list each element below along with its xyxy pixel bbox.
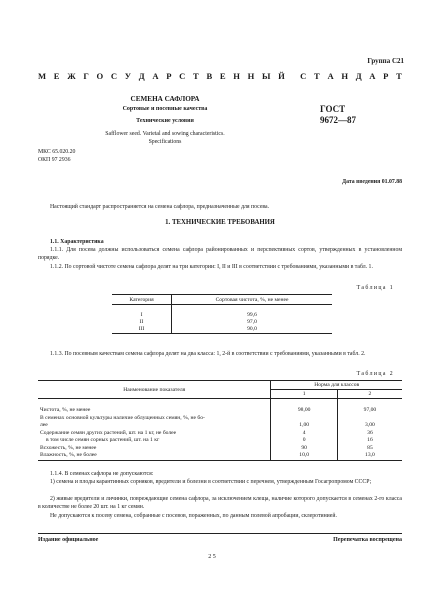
footer-official-edition: Издание официальное <box>38 537 99 543</box>
table-row <box>38 437 402 445</box>
standard-header-letter: А <box>369 71 376 81</box>
subsection-heading: 1.1. Характеристика <box>50 239 104 245</box>
table2-col-name: Наименование показателя <box>38 381 271 399</box>
standard-header-letter: Н <box>341 71 349 81</box>
spacer <box>112 305 172 313</box>
table-cell: 36 <box>337 430 402 438</box>
table-cell: 90,0 <box>172 326 332 334</box>
group-code: Группа С21 <box>367 57 404 65</box>
standard-header-letter: Д <box>138 71 145 81</box>
spacer <box>337 399 402 408</box>
standard-header-letter: Е <box>53 71 60 81</box>
standard-header-letter: М <box>38 71 47 81</box>
intro-paragraph: Настоящий стандарт распространяется на семена сафлора, предназначенные для посева. <box>50 204 270 210</box>
page-number: 2 5 <box>208 554 216 560</box>
paragraph-1-1-4-note: Не допускаются к посеву семена, собранные с посевов, пораженных, по данным полевой апробации, склеротинией. <box>50 513 337 519</box>
table-row <box>38 422 402 430</box>
effective-date <box>342 179 402 185</box>
spacer <box>38 399 271 408</box>
standard-header <box>38 71 402 81</box>
table-cell: 97,00 <box>337 407 402 415</box>
standard-header-letter: С <box>110 71 118 81</box>
table1-col-category: Категория <box>112 295 172 305</box>
standard-header-letter: Р <box>166 71 172 81</box>
table1-caption: Таблица 1 <box>356 285 394 291</box>
standard-header-letter: Д <box>355 71 362 81</box>
table-cell: 13,0 <box>337 452 402 460</box>
standard-header-letter: Ж <box>67 71 76 81</box>
table2-caption: Таблица 2 <box>356 371 394 377</box>
spacer <box>271 399 337 408</box>
table-row <box>112 319 332 326</box>
table-cell: в том числе семян сорных растений, шт. на 1 кг <box>46 437 160 443</box>
table-cell: Чистота, %, не менее <box>40 407 91 413</box>
table-cell <box>337 415 402 423</box>
standard-header-letter: Т <box>314 71 320 81</box>
table-cell: 10,0 <box>271 452 337 460</box>
paragraph-1-1-1: 1.1.1. Для посева должны использоваться семена сафлора районированных и перспективных сортов, утвержденных в установленном порядке. <box>38 247 402 262</box>
okp-code: ОКП 97 2936 <box>38 157 71 163</box>
standard-header-letter: У <box>124 71 132 81</box>
standard-header-letter: Е <box>219 71 226 81</box>
standard-header-letter: Г <box>83 71 89 81</box>
table-cell: 0 <box>271 437 337 445</box>
english-title <box>95 130 235 146</box>
table2-col-group: Норма для классов <box>271 381 402 390</box>
table-cell: 97,0 <box>172 319 332 326</box>
standard-header-letter: Н <box>233 71 240 81</box>
classification-codes <box>38 148 75 164</box>
gost-label: ГОСТ <box>320 104 346 114</box>
table-cell: лее <box>40 422 48 428</box>
table-cell: 16 <box>337 437 402 445</box>
table-cell: 1,00 <box>271 422 337 430</box>
table-cell: Всхожесть, %, не менее <box>40 444 97 451</box>
footer-divider <box>38 533 402 534</box>
standard-header-letter: О <box>96 71 104 81</box>
table-row <box>112 326 332 334</box>
date-value: 01.07.88 <box>381 179 402 185</box>
table-row <box>38 445 402 453</box>
table2-col-class2: 2 <box>337 390 402 399</box>
paragraph-1-1-4: 1.1.4. В семенах сафлора не допускаются: <box>50 471 154 477</box>
footer-reprint-prohibited: Перепечатка воспрещена <box>333 537 402 543</box>
table-row <box>112 312 332 319</box>
standard-header-letter: В <box>206 71 213 81</box>
paragraph-1-1-3: 1.1.3. По посевным качествам семена сафлора делят на два класса: 1, 2-й в соответствии с требованиями, указанными в табл. 2. <box>50 351 366 357</box>
standard-header-letter: Т <box>193 71 199 81</box>
table-row <box>38 430 402 438</box>
table2-col-class1: 1 <box>271 390 337 399</box>
standard-header-letter: С <box>179 71 186 81</box>
standard-header-letter: С <box>300 71 307 81</box>
document-title: СЕМЕНА САФЛОРА <box>130 95 200 103</box>
date-label: Дата введения <box>342 179 381 185</box>
table-row <box>38 407 402 415</box>
table-cell: 98,00 <box>271 407 337 415</box>
table-2 <box>38 380 402 461</box>
mks-code: МКС 65.020.20 <box>38 149 76 155</box>
document-subtitle: Сортовые и посевные качества <box>122 106 208 112</box>
table-row <box>38 415 402 423</box>
paragraph-1-1-4-item1: 1) семена и плоды карантинных сорняков, вредители и болезни в соответствии с перечнем, утвержденным Госагропромом СССР; <box>50 479 372 485</box>
table-cell: II <box>139 319 144 325</box>
document-spec: Технические условия <box>136 118 194 124</box>
table-1 <box>112 294 332 334</box>
table-header-row <box>112 295 332 305</box>
section-heading: 1. ТЕХНИЧЕСКИЕ ТРЕБОВАНИЯ <box>165 219 275 226</box>
standard-header-letter: Т <box>396 71 402 81</box>
table-cell: 85 <box>337 445 402 453</box>
standard-header-letter: А <box>152 71 159 81</box>
table-cell: 90 <box>271 445 337 453</box>
standard-header-letter: А <box>327 71 334 81</box>
table-header-row <box>38 381 402 390</box>
table-cell: 3,00 <box>337 422 402 430</box>
gost-number: 9672—87 <box>320 115 356 125</box>
spacer <box>172 305 332 313</box>
table-cell <box>271 415 337 423</box>
table-cell: I <box>140 312 143 318</box>
table-cell: Влажность, %, не более <box>38 452 271 460</box>
table-cell: III <box>112 326 172 334</box>
table-cell: 4 <box>271 430 337 438</box>
table-cell: В семенах основной культуры наличие облущенных семян, %, не бо- <box>40 414 205 421</box>
paragraph-1-1-4-item2: 2) живые вредители и личинки, повреждающие семена сафлора, за исключением клеща, наличие которого допускается в семенах 2-го класса в количестве не более 20 шт. на 1 кг семян. <box>38 496 402 511</box>
table-cell: Содержание семян других растений, шт. на 1 кг, не более <box>40 429 177 436</box>
standard-header-letter: Й <box>278 71 285 81</box>
english-title-line1: Safflower seed. Varietal and sowing characteristics. <box>105 131 225 137</box>
table1-col-purity: Сортовая чистота, %, не менее <box>172 295 332 305</box>
gost-designation <box>320 104 356 126</box>
paragraph-1-1-2: 1.1.2. По сортовой чистоте семена сафлора делят на три категории: I, II и III в соответствии с требованиями, указанными в табл. 1. <box>50 264 373 270</box>
table-row <box>38 452 402 460</box>
standard-header-letter: Ы <box>261 71 271 81</box>
table-cell: 99,6 <box>172 312 332 319</box>
standard-header-letter: Р <box>383 71 389 81</box>
standard-header-letter: Н <box>247 71 255 81</box>
english-title-line2: Specifications <box>148 139 182 145</box>
